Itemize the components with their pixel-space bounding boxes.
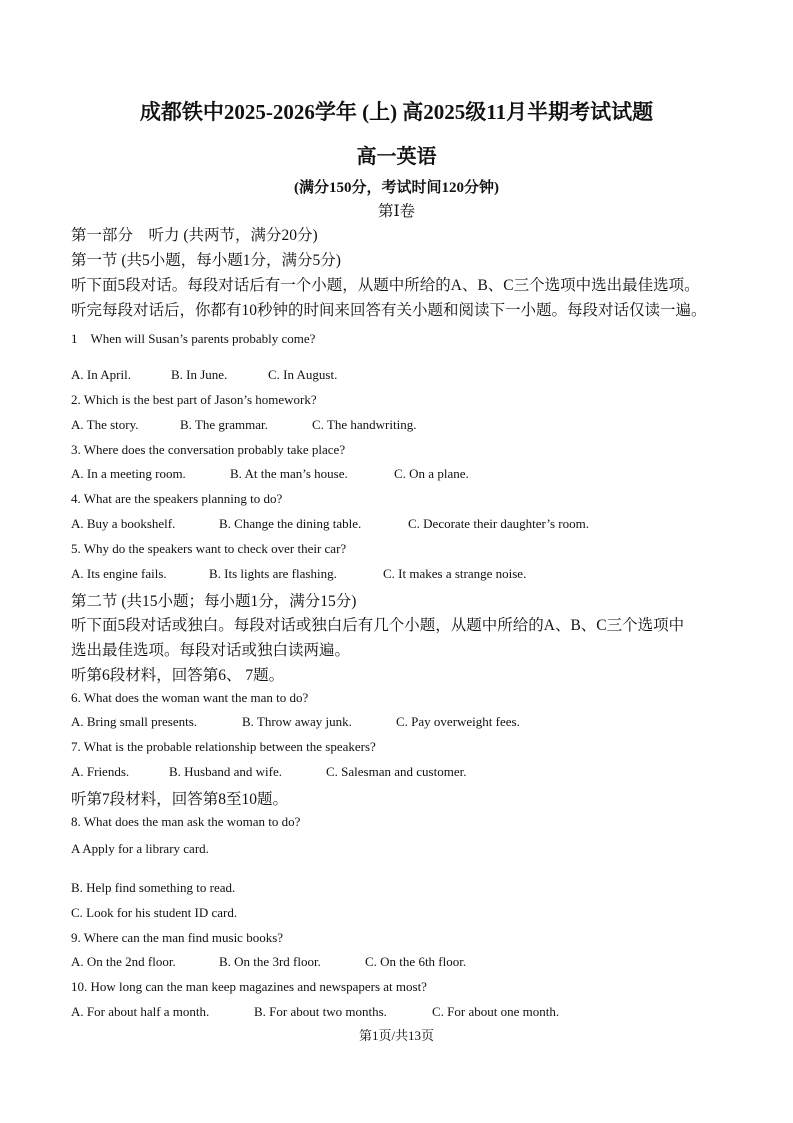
question-2: 2. Which is the best part of Jason’s homework? <box>71 392 317 407</box>
question-9: 9. Where can the man find music books? <box>71 930 284 945</box>
option-b: B. On the 3rd floor. <box>219 954 321 969</box>
material-7-heading: 听第7段材料，回答第8至10题。 <box>71 791 289 808</box>
option-a: A. The story. <box>71 417 139 432</box>
question-10-options <box>71 1004 771 1020</box>
option-c: C. On a plane. <box>394 466 469 481</box>
question-6: 6. What does the woman want the man to do? <box>71 690 309 705</box>
question-10: 10. How long can the man keep magazines and newspapers at most? <box>71 979 427 994</box>
question-9-options <box>71 954 771 970</box>
option-c: C. The handwriting. <box>312 417 417 432</box>
part1-heading: 第一部分 听力 (共两节，满分20分) <box>71 227 318 244</box>
option-c: C. Pay overweight fees. <box>396 714 520 729</box>
section2-heading: 第二节 (共15小题；每小题1分，满分15分) <box>71 593 357 610</box>
question-5: 5. Why do the speakers want to check over their car? <box>71 541 347 556</box>
material-6-heading: 听第6段材料，回答第6、 7题。 <box>71 667 285 684</box>
option-b: B. For about two months. <box>254 1004 387 1019</box>
section2-instruction-line2: 选出最佳选项。每段对话或独白读两遍。 <box>71 642 351 659</box>
exam-note: (满分150分，考试时间120分钟) <box>294 180 499 196</box>
question-7-options <box>71 764 771 780</box>
option-a: A. On the 2nd floor. <box>71 954 176 969</box>
option-b: B. Change the dining table. <box>219 516 362 531</box>
question-8-option-b: B. Help find something to read. <box>71 880 236 895</box>
option-b: B. Husband and wife. <box>169 764 283 779</box>
option-b: B. At the man’s house. <box>230 466 348 481</box>
subject-title: 高一英语 <box>356 146 437 168</box>
option-a: A. In April. <box>71 367 131 382</box>
option-a: A. In a meeting room. <box>71 466 186 481</box>
section1-instruction-line2: 听完每段对话后，你都有10秒钟的时间来回答有关小题和阅读下一小题。每段对话仅读一遍。 <box>71 302 707 319</box>
option-a: A. Its engine fails. <box>71 566 167 581</box>
question-2-options <box>71 417 771 433</box>
question-1-options <box>71 367 771 383</box>
option-a: A. Friends. <box>71 764 130 779</box>
option-a: A. For about half a month. <box>71 1004 210 1019</box>
option-c: C. Salesman and customer. <box>326 764 467 779</box>
option-a: A. Buy a bookshelf. <box>71 516 176 531</box>
option-b: B. Throw away junk. <box>242 714 352 729</box>
section2-instruction-line1: 听下面5段对话或独白。每段对话或独白后有几个小题，从题中所给的A、B、C三个选项中 <box>71 617 685 634</box>
question-3: 3. Where does the conversation probably take place? <box>71 442 346 457</box>
question-4-options <box>71 516 771 532</box>
question-5-options <box>71 566 771 582</box>
question-3-options <box>71 466 771 482</box>
question-1: 1 When will Susan’s parents probably come? <box>71 331 316 346</box>
question-8-option-a: A Apply for a library card. <box>71 841 209 856</box>
option-c: C. On the 6th floor. <box>365 954 467 969</box>
question-6-options <box>71 714 771 730</box>
question-4: 4. What are the speakers planning to do? <box>71 491 283 506</box>
option-c: C. Decorate their daughter’s room. <box>408 516 589 531</box>
option-b: B. Its lights are flashing. <box>209 566 337 581</box>
question-8: 8. What does the man ask the woman to do? <box>71 814 301 829</box>
exam-title: 成都铁中2025-2026学年 (上) 高2025级11月半期考试试题 <box>139 100 654 124</box>
option-c: C. It makes a strange noise. <box>383 566 527 581</box>
volume-label: 第Ⅰ卷 <box>377 203 416 220</box>
question-8-option-c: C. Look for his student ID card. <box>71 905 238 920</box>
section1-heading: 第一节 (共5小题，每小题1分，满分5分) <box>71 252 341 269</box>
page-footer: 第1页/共13页 <box>358 1028 435 1043</box>
option-a: A. Bring small presents. <box>71 714 198 729</box>
option-b: B. The grammar. <box>180 417 268 432</box>
section1-instruction-line1: 听下面5段对话。每段对话后有一个小题，从题中所给的A、B、C三个选项中选出最佳选项。 <box>71 277 700 294</box>
question-7: 7. What is the probable relationship between the speakers? <box>71 739 376 754</box>
option-c: C. For about one month. <box>432 1004 560 1019</box>
option-c: C. In August. <box>268 367 338 382</box>
option-b: B. In June. <box>171 367 228 382</box>
